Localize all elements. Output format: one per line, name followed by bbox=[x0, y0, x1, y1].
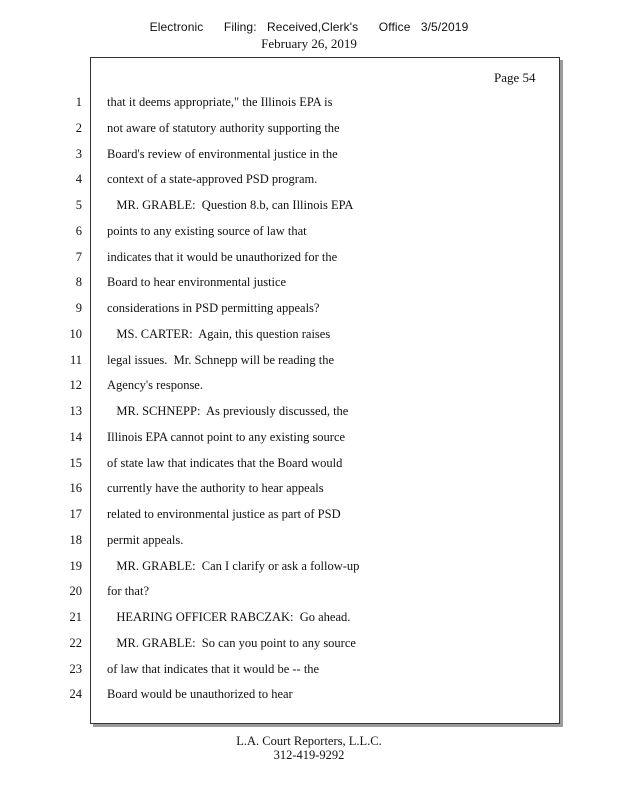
line-number: 12 bbox=[69, 378, 82, 392]
transcript-line: Illinois EPA cannot point to any existing source bbox=[107, 430, 346, 444]
transcript-line: context of a state-approved PSD program. bbox=[107, 172, 318, 186]
line-number: 1 bbox=[75, 95, 82, 109]
transcript-line: not aware of statutory authority supporting the bbox=[107, 121, 340, 135]
transcript-line: for that? bbox=[107, 584, 149, 598]
line-number: 5 bbox=[75, 198, 82, 212]
transcript-line: currently have the authority to hear appeals bbox=[107, 481, 324, 495]
line-number: 19 bbox=[69, 559, 82, 573]
transcript-line: Agency's response. bbox=[107, 378, 203, 392]
transcript-line: HEARING OFFICER RABCZAK: Go ahead. bbox=[107, 610, 351, 624]
line-number: 14 bbox=[69, 430, 82, 444]
transcript-line: permit appeals. bbox=[107, 533, 184, 547]
line-number: 3 bbox=[75, 147, 82, 161]
line-number: 22 bbox=[69, 636, 82, 650]
line-number: 7 bbox=[75, 250, 82, 264]
line-number: 18 bbox=[69, 533, 82, 547]
transcript-line: indicates that it would be unauthorized for the bbox=[107, 250, 338, 264]
hearing-date: February 26, 2019 bbox=[261, 36, 357, 51]
line-number: 9 bbox=[75, 301, 82, 315]
transcript-line: of law that indicates that it would be -- the bbox=[107, 662, 320, 676]
line-number: 15 bbox=[69, 456, 82, 470]
transcript-line: legal issues. Mr. Schnepp will be reading the bbox=[107, 353, 335, 367]
transcript-line: MR. SCHNEPP: As previously discussed, the bbox=[107, 404, 349, 418]
reporter-phone: 312-419-9292 bbox=[273, 748, 345, 762]
line-number: 24 bbox=[69, 687, 82, 701]
page-number: Page 54 bbox=[494, 70, 536, 85]
transcript-line: MS. CARTER: Again, this question raises bbox=[107, 327, 331, 341]
filing-stamp: Electronic Filing: Received,Clerk's Office 3/5/2019 bbox=[149, 20, 469, 34]
transcript-line: Board's review of environmental justice in the bbox=[107, 147, 338, 161]
transcript-line: MR. GRABLE: So can you point to any source bbox=[107, 636, 356, 650]
line-number: 21 bbox=[69, 610, 82, 624]
line-number: 10 bbox=[69, 327, 82, 341]
line-number: 23 bbox=[69, 662, 82, 676]
transcript-line: MR. GRABLE: Can I clarify or ask a follow-up bbox=[107, 559, 360, 573]
transcript-line: Board would be unauthorized to hear bbox=[107, 687, 293, 701]
line-number: 13 bbox=[69, 404, 82, 418]
transcript-line: considerations in PSD permitting appeals? bbox=[107, 301, 320, 315]
line-number: 6 bbox=[75, 224, 82, 238]
reporter-company: L.A. Court Reporters, L.L.C. bbox=[236, 734, 382, 748]
line-number: 4 bbox=[75, 172, 82, 186]
line-number: 11 bbox=[69, 353, 82, 367]
transcript-line: Board to hear environmental justice bbox=[107, 275, 287, 289]
line-number: 16 bbox=[69, 481, 82, 495]
transcript-line: points to any existing source of law that bbox=[107, 224, 307, 238]
line-number: 17 bbox=[69, 507, 82, 521]
transcript-line: related to environmental justice as part of PSD bbox=[107, 507, 341, 521]
line-number: 2 bbox=[75, 121, 82, 135]
transcript-line: of state law that indicates that the Board would bbox=[107, 456, 343, 470]
transcript-line: MR. GRABLE: Question 8.b, can Illinois EPA bbox=[107, 198, 354, 212]
line-number: 20 bbox=[69, 584, 82, 598]
line-number: 8 bbox=[75, 275, 82, 289]
transcript-line: that it deems appropriate," the Illinois EPA is bbox=[107, 95, 333, 109]
